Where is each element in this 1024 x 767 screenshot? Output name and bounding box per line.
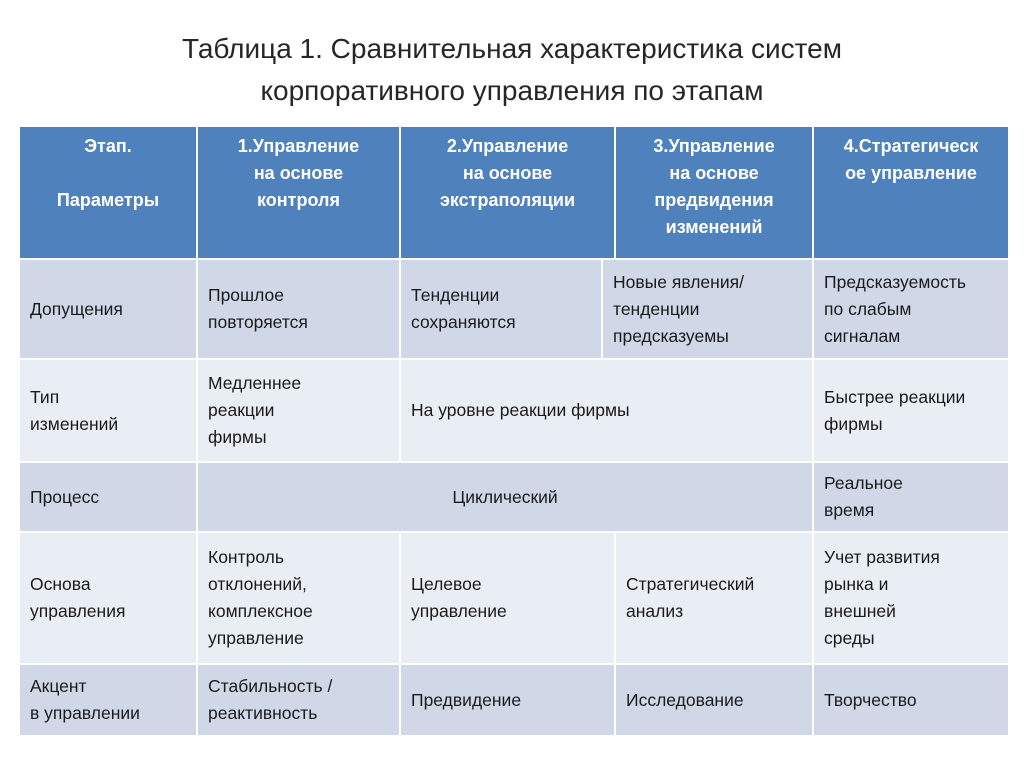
table-cell [813,259,1009,359]
table-row-process [19,462,1009,532]
cell-line: повторяется [208,312,308,332]
header-parameters [19,126,197,259]
cell-line: Стратегический [626,574,755,594]
cell-line: реакции [208,400,275,420]
row-label-line: изменений [30,413,119,434]
cell-line: Новые явления/ [613,271,744,292]
cell-line: фирмы [208,427,267,447]
cell-line: Прошлое [208,285,284,305]
table-cell [813,532,1009,664]
row-label-line: Основа [30,574,91,594]
cell-line: фирмы [824,413,883,434]
page-title [0,28,1024,112]
cell-line: Учет развития [824,547,940,567]
row-label [19,532,197,664]
header-col-1-line: на основе [253,163,344,183]
header-col-2-line: экстраполяции [439,190,576,210]
cell-line: реактивность [208,703,318,723]
table-cell: Творчество [813,664,1009,736]
header-col-2-line: на основе [462,163,553,183]
row-label-line: Тип [30,386,60,407]
header-col-1 [197,126,400,259]
table-cell [197,359,400,462]
table-cell [813,359,1009,462]
header-col-4 [813,126,1009,259]
title-line-2: корпоративного управления по этапам [260,75,764,106]
table-cell [400,532,615,664]
cell-line: сигналам [824,325,901,346]
header-col-3-line: изменений [665,217,763,237]
table-row-accent [19,664,1009,736]
table-cell [197,664,400,736]
header-stage-label: Этап. [84,136,132,156]
cell-line: сохраняются [411,312,516,332]
header-col-4-line: 4.Стратегическ [843,136,979,156]
header-col-3-line: на основе [669,163,759,183]
cell-line: Предсказуемость [824,271,966,292]
cell-line: тенденции [613,298,700,319]
header-params-label: Параметры [56,190,160,210]
table-row-change-type [19,359,1009,462]
table-cell [197,532,400,664]
cell-line: Контроль [208,547,285,567]
table-row-assumptions [19,259,1009,359]
header-col-3-line: 3.Управление [653,136,775,156]
header-col-4-line: ое управление [845,163,977,183]
table-cell [602,259,813,359]
header-col-1-line: 1.Управление [237,136,360,156]
table-cell [813,462,1009,532]
header-col-2-line: 2.Управление [446,136,569,156]
table-cell [615,532,813,664]
cell-line: Тенденции [411,285,500,305]
header-col-3 [615,126,813,259]
row-label: Допущения [19,259,197,359]
comparison-table [18,125,1010,737]
table-row-basis [19,532,1009,664]
row-label [19,359,197,462]
cell-line: рынка и [824,574,889,594]
table-cell-merged: Циклический [197,462,813,532]
cell-line: предсказуемы [613,325,729,346]
table-cell-merged: На уровне реакции фирмы [400,359,813,462]
row-label-line: управления [30,601,126,621]
row-label: Процесс [19,462,197,532]
header-row [19,126,1009,259]
header-col-1-line: контроля [257,190,340,210]
cell-line: Стабильность / [208,676,333,696]
cell-line: комплексное [208,601,313,621]
row-label [19,664,197,736]
row-label-line: в управлении [30,703,140,723]
cell-line: по слабым [824,298,912,319]
cell-line: Целевое [411,574,482,594]
row-label-line: Акцент [30,676,87,696]
title-line-1: Таблица 1. Сравнительная характеристика систем [181,33,842,64]
cell-line: время [824,500,875,520]
cell-line: внешней [824,601,896,621]
cell-line: анализ [626,601,684,621]
cell-line: среды [824,628,875,648]
cell-line: отклонений, [208,574,307,594]
table-cell: Исследование [615,664,813,736]
table-cell [197,259,400,359]
cell-line: управление [208,628,304,648]
header-col-3-line: предвидения [654,190,774,210]
cell-line: управление [411,601,507,621]
table-cell: Предвидение [400,664,615,736]
table-cell [400,259,602,359]
header-col-2 [400,126,615,259]
cell-line: Реальное [824,473,903,493]
cell-line: Медленнее [208,373,302,393]
cell-line: Быстрее реакции [824,386,966,407]
